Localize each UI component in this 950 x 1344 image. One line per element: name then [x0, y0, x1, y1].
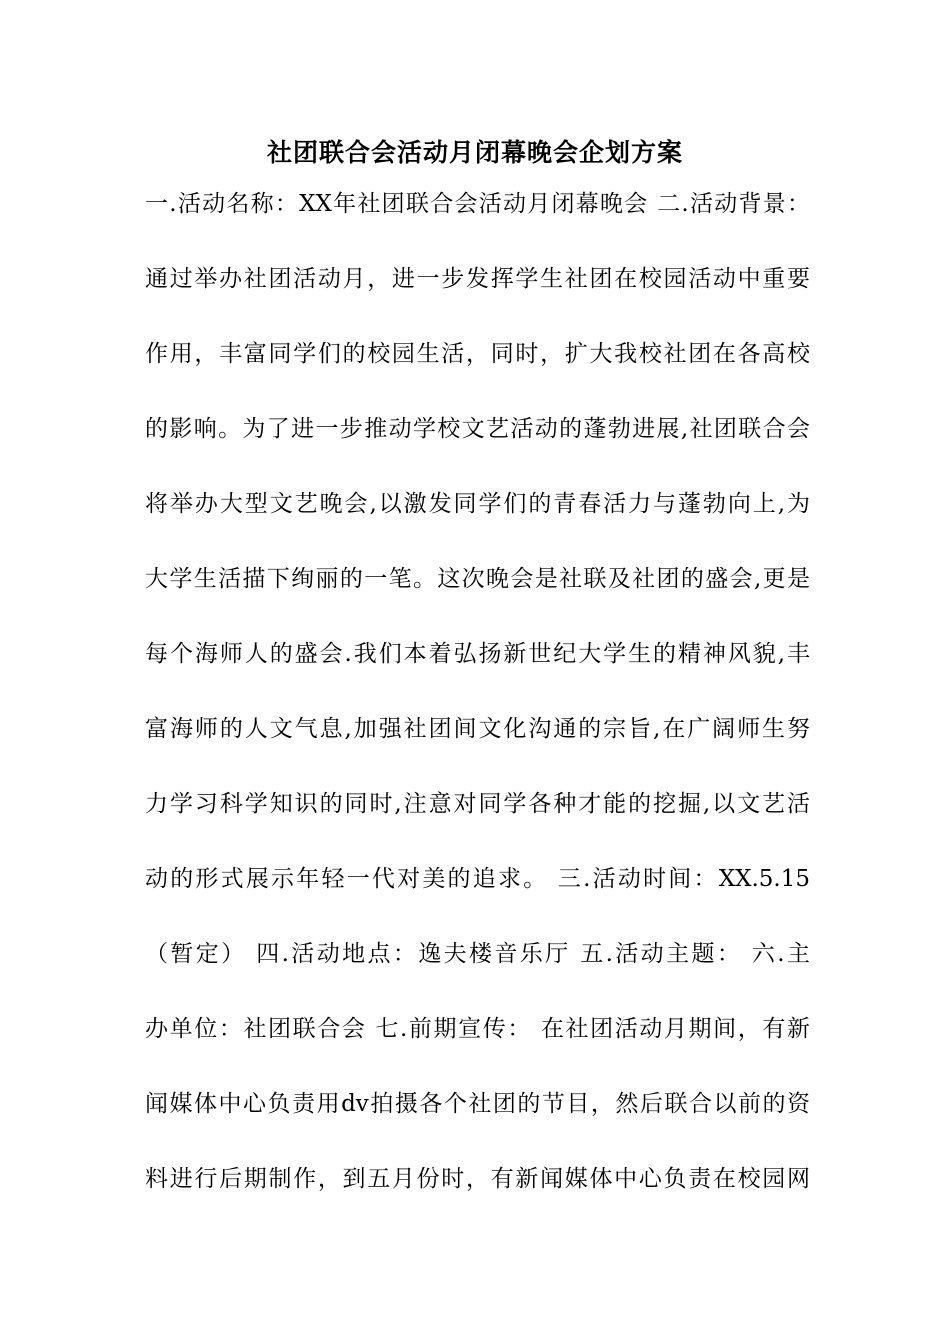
body-line-14: 料进行后期制作，到五月份时，有新闻媒体中心负责在校园网: [145, 1166, 810, 1192]
body-line-11: （暂定） 四.活动地点：逸夫楼音乐厅 五.活动主题： 六.主: [145, 941, 810, 967]
body-line-9: 力学习科学知识的同时,注意对同学各种才能的挖掘,以文艺活: [145, 791, 810, 817]
body-line-8: 富海师的人文气息,加强社团间文化沟通的宗旨,在广阔师生努: [145, 716, 810, 742]
body-line-7: 每个海师人的盛会.我们本着弘扬新世纪大学生的精神风貌,丰: [145, 641, 810, 667]
document-title: 社团联合会活动月闭幕晚会企划方案: [266, 138, 683, 167]
body-line-3: 作用，丰富同学们的校园生活，同时，扩大我校社团在各高校: [145, 341, 810, 367]
body-line-13: 闻媒体中心负责用dv拍摄各个社团的节目，然后联合以前的资: [145, 1091, 810, 1117]
body-line-12: 办单位：社团联合会 七.前期宣传： 在社团活动月期间，有新: [145, 1016, 810, 1042]
body-line-5: 将举办大型文艺晚会,以激发同学们的青春活力与蓬勃向上,为: [145, 491, 810, 517]
body-line-2: 通过举办社团活动月，进一步发挥学生社团在校园活动中重要: [145, 266, 810, 292]
body-line-10: 动的形式展示年轻一代对美的追求。 三.活动时间：XX.5.15: [145, 866, 810, 892]
body-line-4: 的影响。为了进一步推动学校文艺活动的蓬勃进展,社团联合会: [145, 416, 810, 442]
body-line-6: 大学生活描下绚丽的一笔。这次晚会是社联及社团的盛会,更是: [145, 566, 810, 592]
body-line-1: 一.活动名称：XX年社团联合会活动月闭幕晚会 二.活动背景：: [145, 191, 810, 217]
